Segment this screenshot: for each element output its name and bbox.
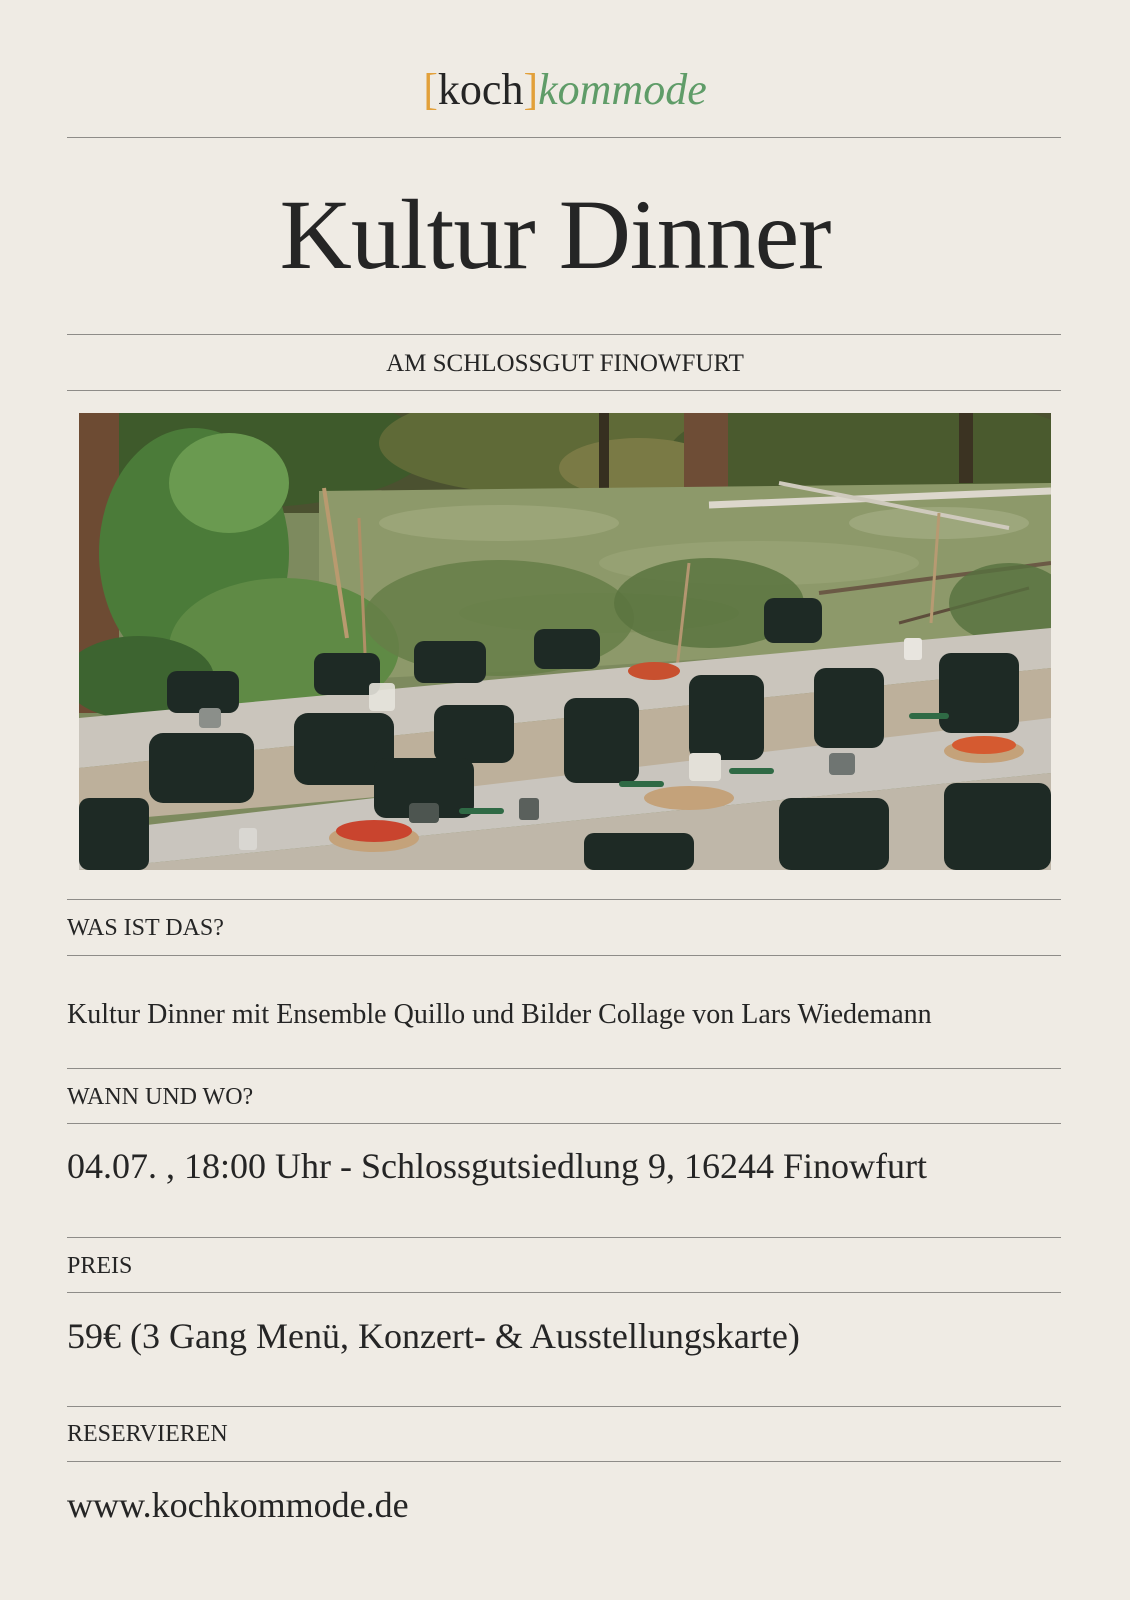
divider-rule <box>67 1068 1061 1069</box>
logo-bracket-open: [ <box>423 65 438 114</box>
section-text-when-where: 04.07. , 18:00 Uhr - Schlossgutsiedlung 9, 16244 Finowfurt <box>67 1146 927 1186</box>
logo-koch: koch <box>437 65 524 114</box>
divider-rule <box>67 390 1061 391</box>
divider-rule <box>67 1123 1061 1124</box>
divider-rule <box>67 955 1061 956</box>
divider-rule <box>67 137 1061 138</box>
venue-subtitle: AM SCHLOSSGUT FINOWFURT <box>386 350 744 377</box>
divider-rule <box>67 1237 1061 1238</box>
page-title: Kultur Dinner <box>279 179 831 290</box>
kochkommode-logo <box>0 62 1130 118</box>
section-text-what: Kultur Dinner mit Ensemble Quillo und Bilder Collage von Lars Wiedemann <box>67 999 932 1030</box>
section-heading-when-where: WANN UND WO? <box>67 1084 254 1110</box>
website-url: www.kochkommode.de <box>67 1485 409 1525</box>
section-heading-what: WAS IST DAS? <box>67 915 224 941</box>
divider-rule <box>67 1406 1061 1407</box>
section-heading-reserve: RESERVIEREN <box>67 1421 228 1447</box>
section-text-price: 59€ (3 Gang Menü, Konzert- & Ausstellungskarte) <box>67 1316 800 1356</box>
logo-kommode: kommode <box>538 65 707 114</box>
divider-rule <box>67 1461 1061 1462</box>
divider-rule <box>67 899 1061 900</box>
divider-rule <box>67 334 1061 335</box>
event-photo <box>79 413 1051 870</box>
event-photo-svg <box>79 413 1051 870</box>
divider-rule <box>67 1292 1061 1293</box>
section-heading-price: PREIS <box>67 1253 133 1279</box>
logo-bracket-close: ] <box>523 65 539 114</box>
